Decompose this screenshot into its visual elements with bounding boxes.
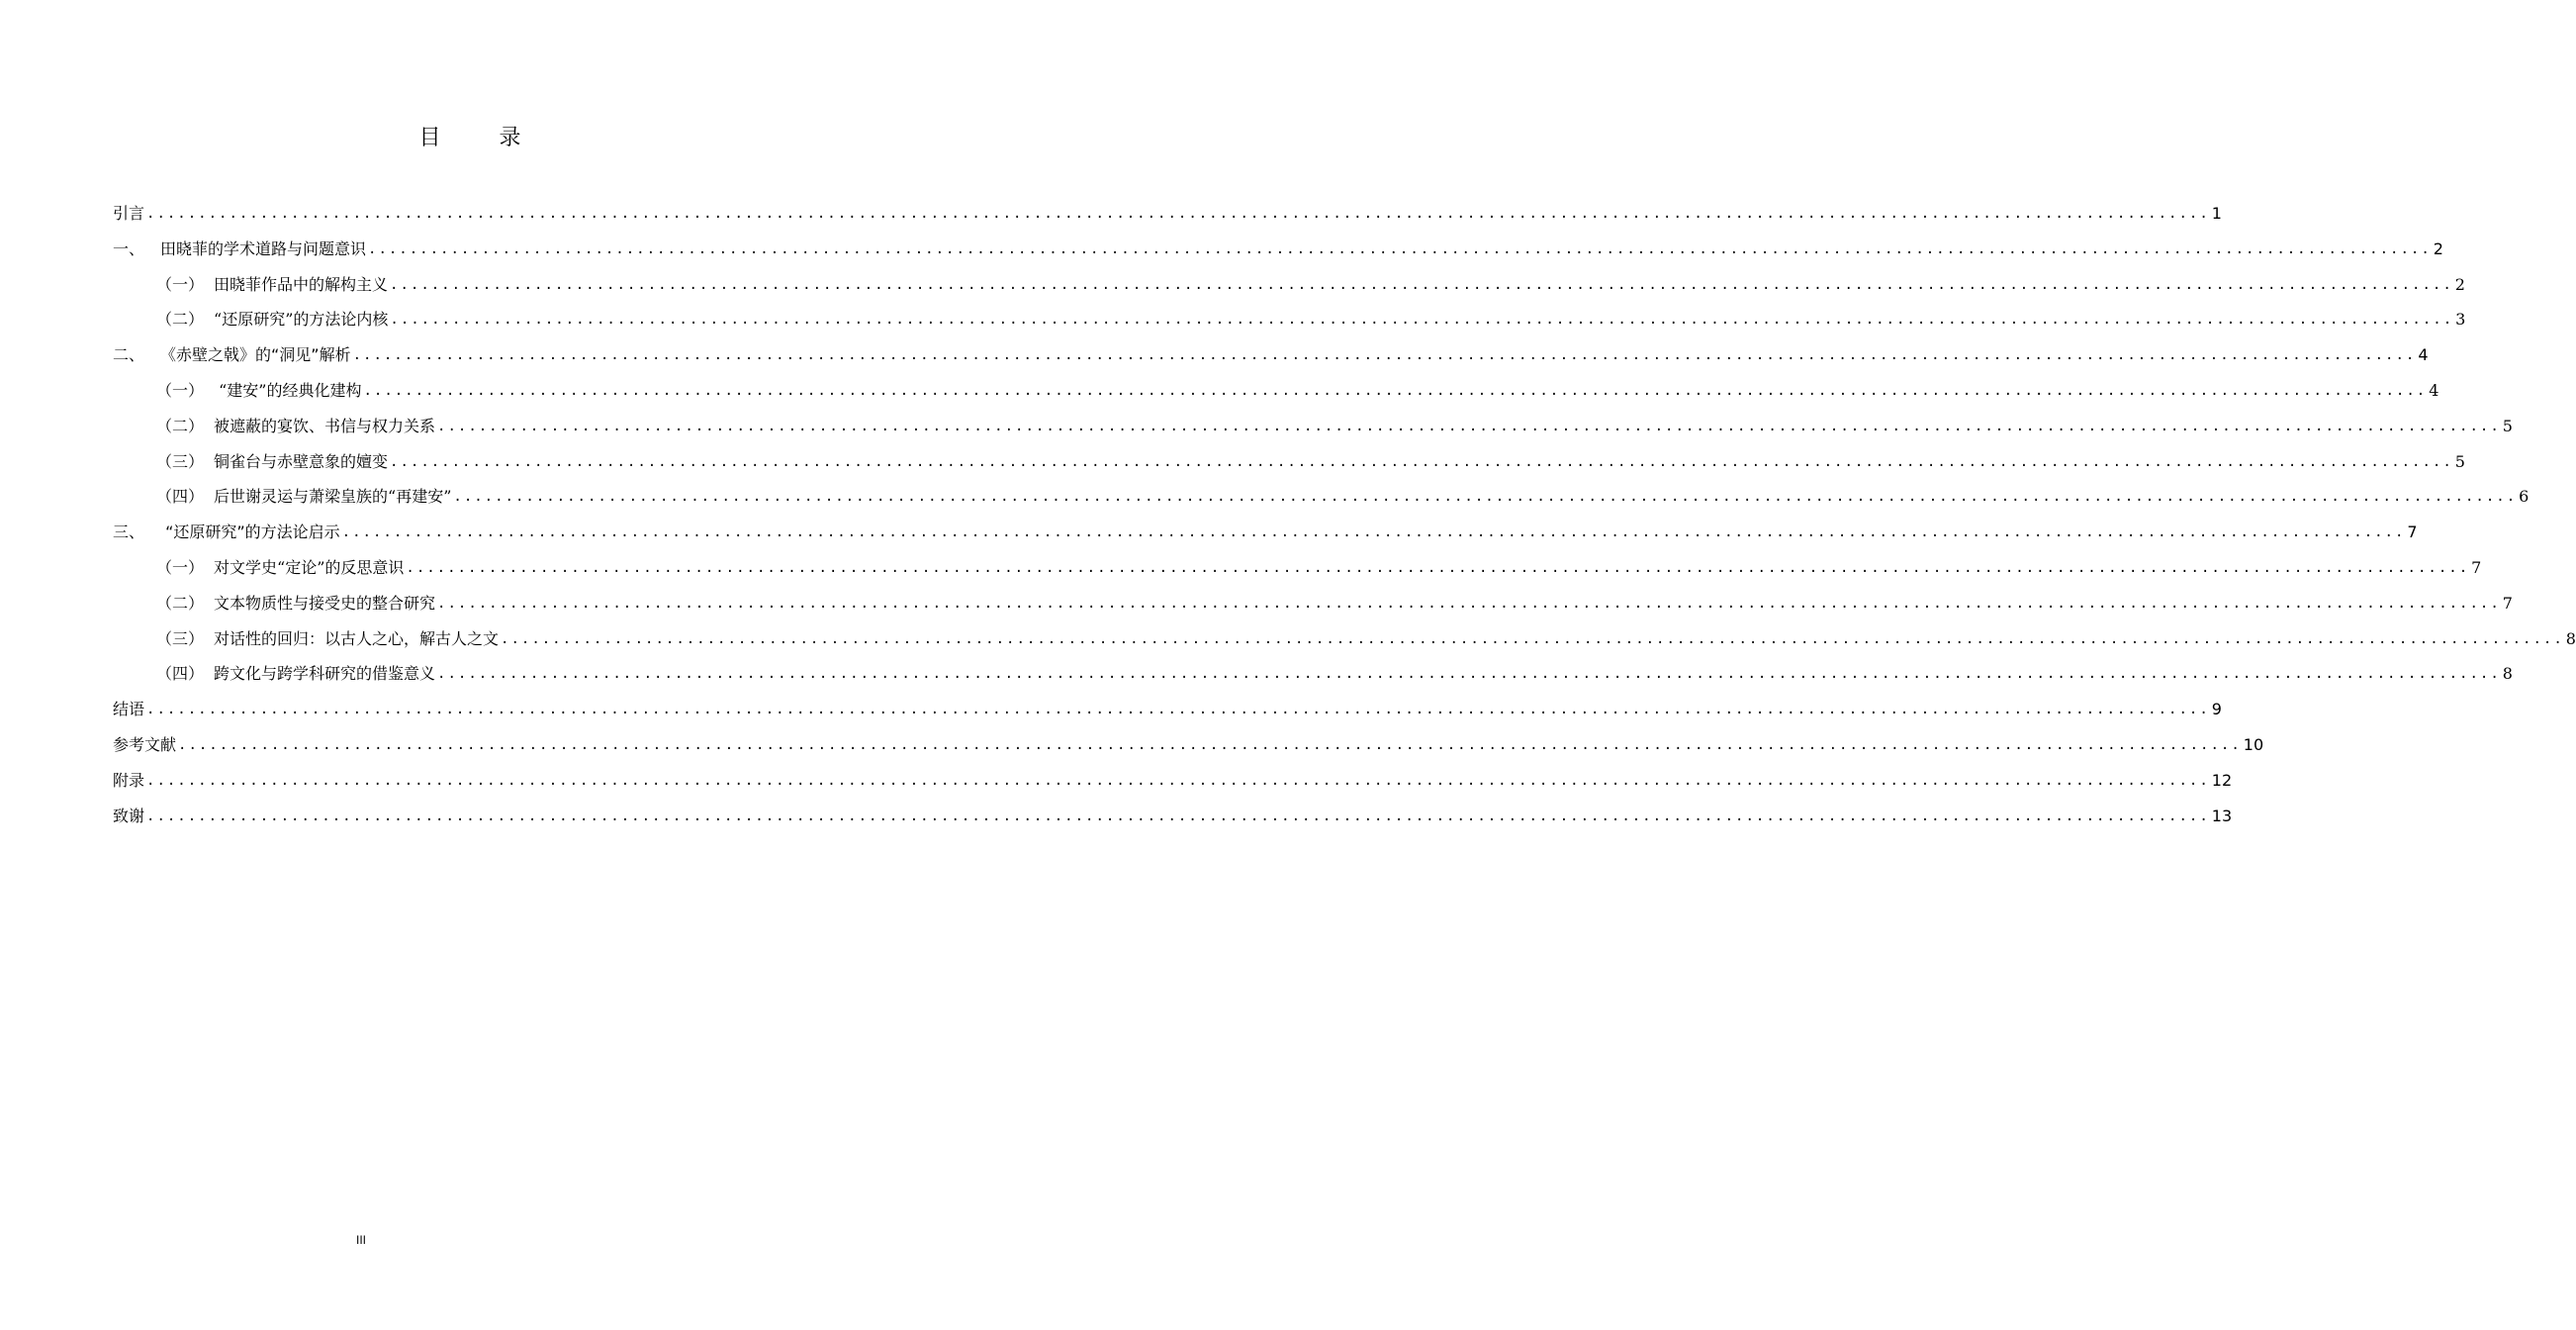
toc-entry-label: [113, 196, 144, 232]
toc-entry-text: 致谢: [113, 806, 145, 825]
toc-entry-label: [113, 799, 144, 834]
toc-entry[interactable]: [0, 232, 2443, 267]
toc-entry-label: [156, 550, 404, 586]
toc-entry-number: （三）: [156, 451, 205, 471]
toc-dot-leader: ........................................................................................................................................................................................................: [178, 737, 2242, 753]
toc-entry-label: [113, 337, 351, 373]
toc-entry-label: [113, 692, 144, 727]
toc-entry[interactable]: [0, 409, 2513, 444]
toc-entry[interactable]: [0, 550, 2482, 586]
toc-entry-text: 《赤壁之戟》的“洞见”解析: [160, 345, 351, 365]
toc-entry-text: 对话性的回归：以古人之心，解古人之文: [214, 628, 500, 648]
toc-entry-label: [156, 479, 451, 515]
toc-entry-text: 铜雀台与赤壁意象的嬗变: [214, 451, 389, 471]
toc-entry-text: 结语: [113, 700, 145, 719]
toc-dot-leader: ........................................................................................................................................................................................................: [406, 560, 2470, 576]
toc-entry-number: （四）: [156, 487, 205, 507]
toc-entry-text: 参考文献: [113, 735, 177, 754]
toc-entry-label: [156, 373, 361, 409]
toc-entry[interactable]: [0, 763, 2233, 799]
toc-entry-text: “还原研究”的方法论启示: [160, 522, 340, 542]
toc-entry-text: 田晓菲的学术道路与问题意识: [160, 238, 367, 258]
toc-dot-leader: ........................................................................................................................................................................................................: [437, 418, 2501, 434]
toc-dot-leader: ........................................................................................................................................................................................................: [363, 383, 2428, 399]
toc-entry-page: 9: [2211, 700, 2222, 719]
toc-dot-leader: ........................................................................................................................................................................................................: [146, 808, 2210, 824]
toc-entry-page: 4: [2429, 381, 2439, 400]
toc-entry-label: [156, 409, 435, 444]
toc-entry-page: 7: [2407, 522, 2418, 542]
toc-entry-page: 5: [2502, 416, 2513, 435]
toc-entry-label: [156, 444, 388, 480]
toc-entry-page: 2: [2433, 238, 2443, 258]
toc-dot-leader: ........................................................................................................................................................................................................: [341, 524, 2406, 541]
toc-entry-text: 文本物质性与接受史的整合研究: [214, 593, 436, 613]
toc-entry-page: 7: [2502, 593, 2513, 613]
toc-entry-label: [156, 302, 388, 337]
toc-entry-page: 1: [2211, 204, 2222, 223]
toc-entry[interactable]: [0, 444, 2465, 480]
toc-entry[interactable]: [0, 692, 2222, 727]
toc-title: 目 录: [418, 126, 547, 150]
toc-entry[interactable]: [0, 621, 2576, 657]
toc-entry-page: 6: [2519, 487, 2530, 507]
toc-entry[interactable]: [0, 515, 2418, 550]
toc-entry-text: 引言: [113, 204, 145, 223]
toc-entry-number: （一）: [156, 274, 205, 294]
toc-dot-leader: ........................................................................................................................................................................................................: [453, 489, 2518, 506]
toc-dot-leader: ........................................................................................................................................................................................................: [146, 702, 2210, 718]
toc-entry[interactable]: [0, 479, 2530, 515]
toc-entry[interactable]: [0, 373, 2439, 409]
toc-entry-label: [113, 232, 366, 267]
toc-dot-leader: ........................................................................................................................................................................................................: [437, 666, 2501, 683]
toc-dot-leader: ........................................................................................................................................................................................................: [368, 240, 2432, 257]
toc-entry[interactable]: [0, 196, 2222, 232]
toc-entry[interactable]: [0, 656, 2513, 692]
toc-entry-number: 一、: [113, 238, 145, 258]
toc-entry-page: 8: [2565, 628, 2576, 648]
toc-entry-text: 田晓菲作品中的解构主义: [214, 274, 389, 294]
toc-entry[interactable]: [0, 337, 2429, 373]
toc-entry-label: [156, 267, 388, 303]
toc-entry-page: 2: [2454, 274, 2465, 294]
toc-entry-number: （一）: [156, 558, 205, 577]
page-number: III: [355, 1233, 366, 1247]
toc-dot-leader: ........................................................................................................................................................................................................: [352, 347, 2417, 364]
toc-entry[interactable]: [0, 727, 2264, 763]
toc-dot-leader: ........................................................................................................................................................................................................: [390, 312, 2454, 329]
toc-dot-leader: ........................................................................................................................................................................................................: [390, 276, 2453, 293]
toc-entry-text: 对文学史“定论”的反思意识: [214, 558, 405, 577]
toc-entry-text: 被遮蔽的宴饮、书信与权力关系: [214, 416, 436, 435]
toc-entry-page: 3: [2455, 310, 2466, 330]
toc-dot-leader: ........................................................................................................................................................................................................: [501, 630, 2564, 647]
toc-entry[interactable]: [0, 302, 2466, 337]
toc-entry-label: [156, 656, 435, 692]
toc-entry-text: 跨文化与跨学科研究的借鉴意义: [214, 664, 436, 684]
toc-entry-text: 附录: [113, 770, 145, 790]
toc-entry-page: 4: [2418, 345, 2429, 365]
toc-entry-label: [113, 763, 144, 799]
toc-dot-leader: ........................................................................................................................................................................................................: [437, 595, 2501, 612]
toc-entry-page: 10: [2243, 735, 2264, 754]
toc-entry-page: 8: [2502, 664, 2513, 684]
toc-entry-number: （三）: [156, 628, 205, 648]
toc-entry-label: [113, 515, 340, 550]
toc-entry-number: （二）: [156, 416, 205, 435]
toc-entry-number: （四）: [156, 664, 205, 684]
toc-entry-number: （二）: [156, 593, 205, 613]
toc-entry-text: “建安”的经典化建构: [214, 381, 362, 400]
toc-entry-text: 后世谢灵运与萧梁皇族的“再建安”: [214, 487, 452, 507]
toc-entry-number: （一）: [156, 381, 205, 400]
toc-entry-page: 7: [2471, 558, 2482, 577]
toc-dot-leader: ........................................................................................................................................................................................................: [146, 206, 2210, 222]
toc-entry-page: 12: [2211, 770, 2233, 790]
toc-entry-page: 13: [2211, 806, 2233, 825]
toc-dot-leader: ........................................................................................................................................................................................................: [146, 772, 2210, 789]
toc-entry-label: [113, 727, 176, 763]
toc-entry[interactable]: [0, 267, 2465, 303]
toc-entry-label: [156, 621, 499, 657]
toc-entry-number: 三、: [113, 522, 145, 542]
toc-entry-number: 二、: [113, 345, 145, 365]
toc-entry[interactable]: [0, 586, 2513, 621]
toc-dot-leader: ........................................................................................................................................................................................................: [390, 453, 2453, 470]
toc-entry-page: 5: [2454, 451, 2465, 471]
toc-entry[interactable]: [0, 799, 2233, 834]
toc-entry-number: （二）: [156, 310, 205, 330]
toc-entry-text: “还原研究”的方法论内核: [214, 310, 389, 330]
toc-entry-label: [156, 586, 435, 621]
